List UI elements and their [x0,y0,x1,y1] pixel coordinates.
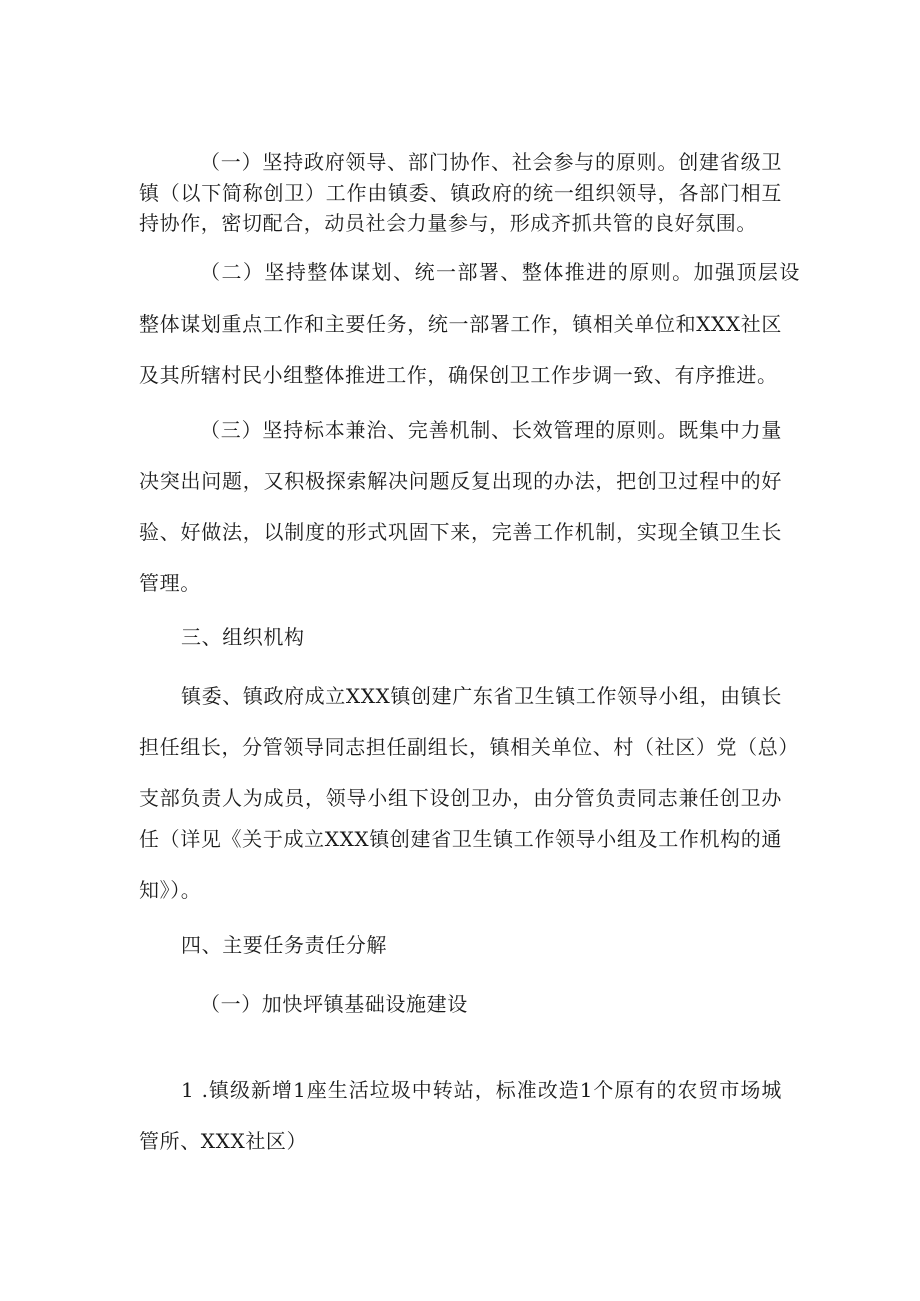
paragraph-principle-1-line-2: 镇（以下简称创卫）工作由镇委、镇政府的统一组织领导，各部门相互 [139,181,782,205]
paragraph-principle-2-line-3: 及其所辖村民小组整体推进工作，确保创卫工作步调一致、有序推进。 [139,363,778,387]
paragraph-organization-line-4: 任（详见《关于成立XXX镇创建省卫生镇工作领导小组及工作机构的通 [139,827,782,851]
paragraph-principle-2-line-1: （二）坚持整体谋划、统一部署、整体推进的原则。加强顶层设 [200,260,800,284]
paragraph-principle-3-line-2: 决突出问题，又积极探索解决问题反复出现的办法，把创卫过程中的好 [139,469,782,493]
section-heading-tasks: 四、主要任务责任分解 [181,933,387,957]
paragraph-principle-3-line-4: 管理。 [139,571,201,595]
paragraph-principle-3-line-1: （三）坚持标本兼治、完善机制、长效管理的原则。既集中力量 [200,418,782,442]
paragraph-principle-2-line-2: 整体谋划重点工作和主要任务，统一部署工作，镇相关单位和XXX社区 [139,312,782,336]
paragraph-principle-1-line-1: （一）坚持政府领导、部门协作、社会参与的原则。创建省级卫 [200,150,782,174]
paragraph-organization-line-1: 镇委、镇政府成立XXX镇创建广东省卫生镇工作领导小组，由镇长 [181,684,782,708]
paragraph-organization-line-2: 担任组长，分管领导同志担任副组长，镇相关单位、村（社区）党（总） [139,735,799,759]
paragraph-principle-3-line-3: 验、好做法，以制度的形式巩固下来，完善工作机制，实现全镇卫生长 [139,520,782,544]
task-item-1-line-1: 1 .镇级新增1座生活垃圾中转站，标准改造1个原有的农贸市场城 [181,1078,782,1102]
paragraph-principle-1-line-3: 持协作，密切配合，动员社会力量参与，形成齐抓共管的良好氛围。 [139,211,757,235]
section-heading-organization: 三、组织机构 [181,625,305,649]
paragraph-organization-line-3: 支部负责人为成员，领导小组下设创卫办，由分管负责同志兼任创卫办 [139,786,782,810]
paragraph-organization-line-5: 知》）。 [139,878,202,902]
task-item-1-line-2: 管所、XXX社区） [139,1129,308,1153]
subsection-heading-infrastructure: （一）加快坪镇基础设施建设 [200,992,468,1016]
